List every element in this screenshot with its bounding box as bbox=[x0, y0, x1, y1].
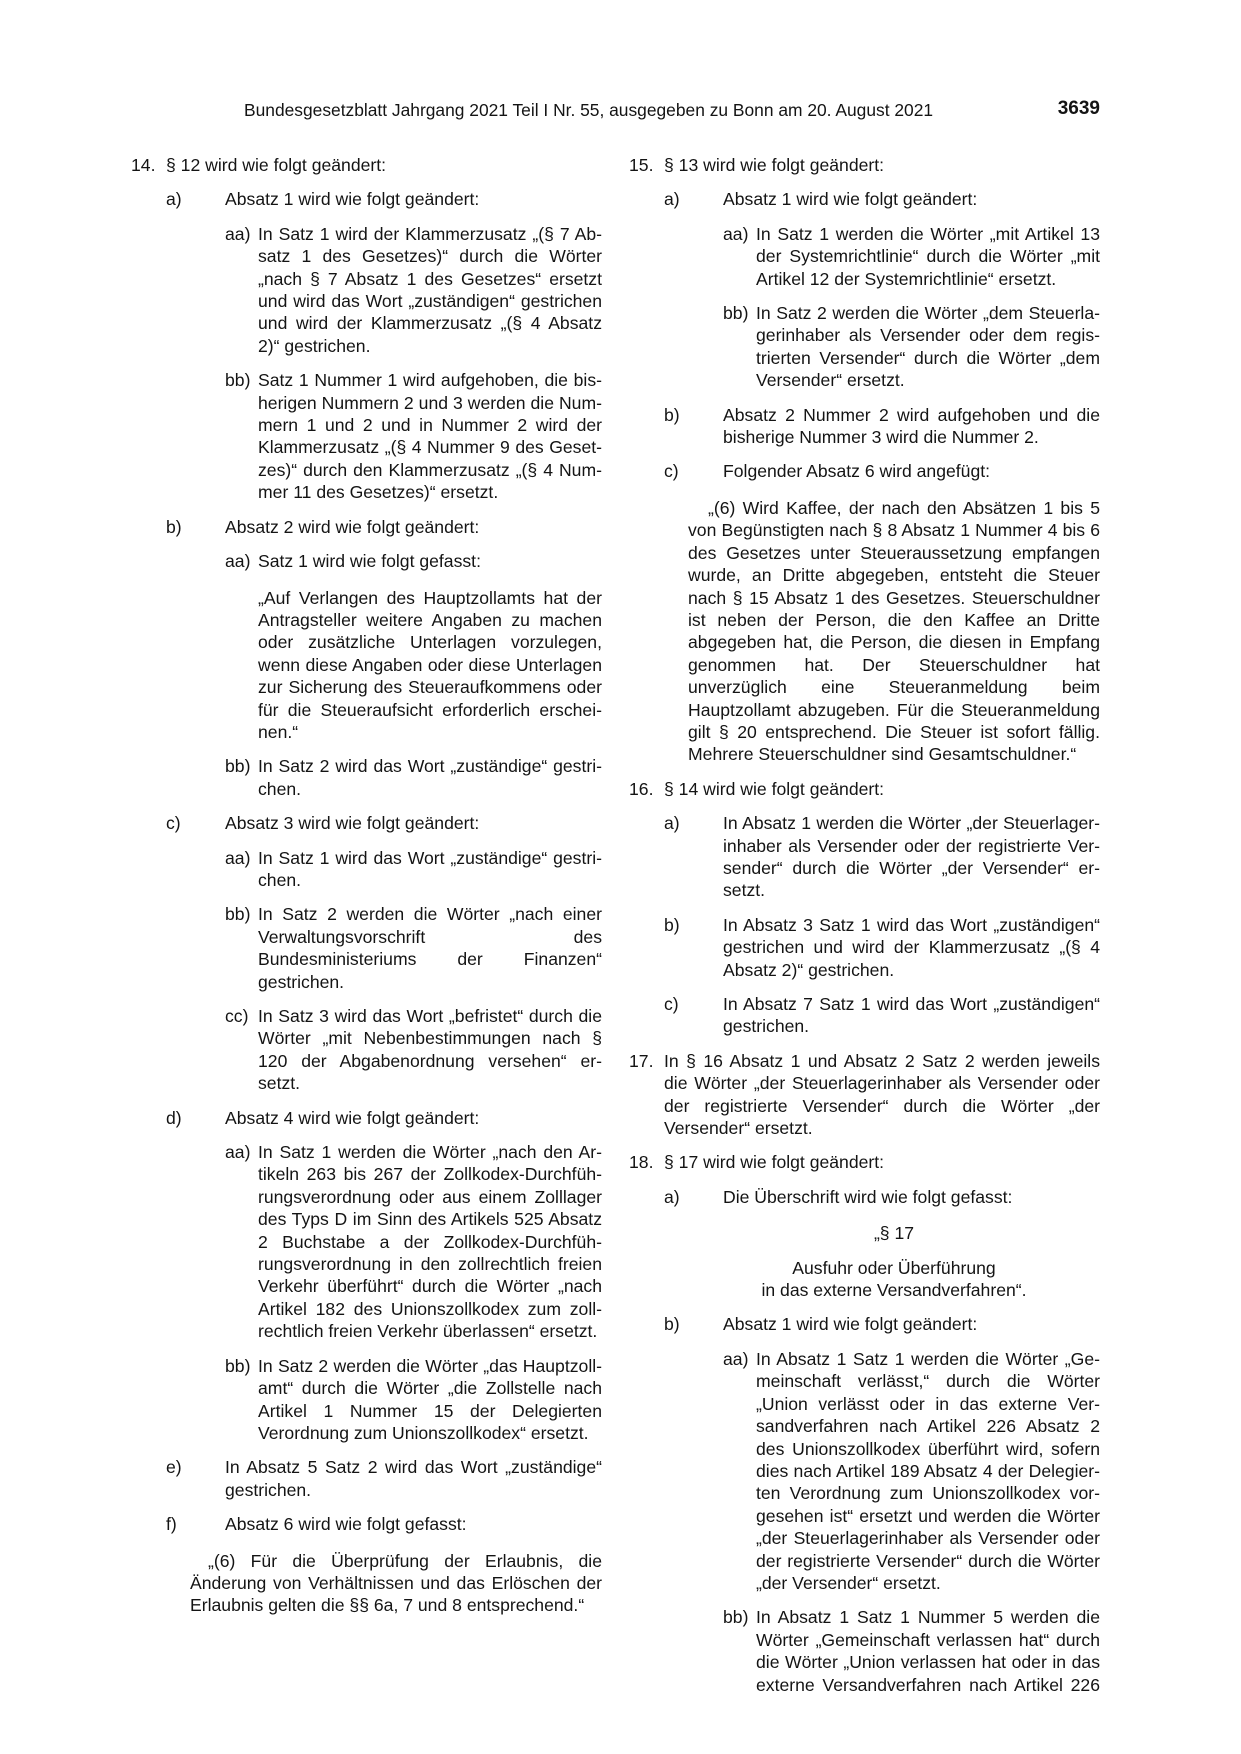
item-text: Absatz 6 wird wie folgt gefasst: bbox=[225, 1514, 467, 1535]
heading-line: in das externe Versandverfahren“. bbox=[761, 1280, 1027, 1301]
list-item bbox=[723, 302, 1100, 392]
item-text: § 13 wird wie folgt geändert: bbox=[664, 155, 885, 175]
quoted-heading bbox=[688, 1222, 1100, 1301]
item-label: aa) bbox=[225, 223, 251, 244]
list-item bbox=[629, 778, 1100, 800]
list-item bbox=[225, 903, 602, 993]
item-label: c) bbox=[664, 461, 679, 482]
list-item bbox=[166, 1107, 602, 1129]
item-text: In Absatz 5 Satz 2 wird das Wort „zuständige“ gestrichen. bbox=[225, 1457, 602, 1500]
item-label: bb) bbox=[723, 303, 749, 324]
quoted-text: „Auf Verlangen des Hauptzollamts hat der Antragsteller weitere Angaben zu machen oder zusätzliche Unterlagen vorzulegen, wenn diese Angaben oder diese Unterlagen zur Sicherung des Steueraufkommens oder für die Steueraufsicht erforderlich erscheinen.“ bbox=[258, 587, 602, 742]
list-item bbox=[166, 812, 602, 834]
header-title: Bundesgesetzblatt Jahrgang 2021 Teil I Nr. 55, ausgegeben zu Bonn am 20. August 2021 bbox=[244, 100, 934, 120]
page-number: 3639 bbox=[1057, 98, 1100, 119]
item-text: In Absatz 7 Satz 1 wird das Wort „zuständigen“ gestrichen. bbox=[723, 994, 1100, 1037]
item-text: Absatz 4 wird wie folgt geändert: bbox=[225, 1107, 480, 1128]
item-label: d) bbox=[166, 1107, 182, 1128]
item-label: aa) bbox=[723, 223, 749, 244]
quoted-text: „(6) Für die Überprüfung der Erlaubnis, die Änderung von Verhältnissen und das Erlöschen der Erlaubnis gelten die §§ 6a, 7 und 8 entsprechend.“ bbox=[190, 1550, 602, 1616]
item-label: bb) bbox=[225, 904, 251, 925]
item-label: a) bbox=[664, 189, 680, 210]
item-label: c) bbox=[664, 994, 679, 1014]
item-text: In Absatz 1 Satz 1 werden die Wörter „Gemeinschaft verlässt,“ durch die Wörter „Union verlässt oder in das externe Versandverfahren nach Artikel 226 Absatz 2 des Unionszollkodex überführt wird, sofern dies nach Artikel 189 Absatz 4 der Delegierten Verordnung zum Unionszollkodex vorgesehen ist“ ersetzt und werden die Wörter „der Steuerlagerinhaber als Versender oder der registrierte Versender“ durch die Wörter „der Versender“ ersetzt. bbox=[756, 1348, 1100, 1593]
item-text: In Absatz 1 Satz 1 Nummer 5 werden die Wörter „Gemeinschaft verlassen hat“ durch die Wörter „Union verlassen hat oder in das externe Versandverfahren nach Artikel 226 bbox=[756, 1607, 1100, 1695]
item-text: In Satz 2 wird das Wort „zuständige“ gestrichen. bbox=[258, 756, 602, 799]
list-item bbox=[629, 1050, 1100, 1140]
list-item bbox=[225, 223, 602, 357]
item-label: 15. bbox=[629, 155, 654, 175]
item-label: bb) bbox=[723, 1607, 749, 1628]
item-label: aa) bbox=[723, 1348, 749, 1369]
item-label: cc) bbox=[225, 1006, 249, 1026]
list-item bbox=[166, 1513, 602, 1535]
list-item bbox=[664, 188, 1100, 210]
item-label: bb) bbox=[225, 1355, 251, 1376]
heading-line: „§ 17 bbox=[873, 1223, 915, 1244]
item-label: a) bbox=[664, 1186, 680, 1207]
list-item bbox=[166, 1456, 602, 1501]
item-text: In Satz 1 werden die Wörter „mit Artikel 13 der Systemrichtlinie“ durch die Wörter „mit Artikel 12 der Systemrichtlinie“ ersetzt. bbox=[756, 223, 1100, 289]
item-label: f) bbox=[166, 1514, 177, 1535]
item-label: bb) bbox=[225, 756, 251, 777]
left-column bbox=[131, 154, 602, 1617]
item-label: 14. bbox=[131, 155, 156, 175]
list-item bbox=[629, 1151, 1100, 1173]
list-item bbox=[664, 914, 1100, 981]
item-label: aa) bbox=[225, 551, 251, 572]
list-item bbox=[166, 188, 602, 210]
item-label: bb) bbox=[225, 370, 251, 391]
list-item bbox=[166, 516, 602, 538]
item-text: § 14 wird wie folgt geändert: bbox=[664, 778, 885, 799]
item-label: c) bbox=[166, 813, 181, 834]
item-text: In Satz 3 wird das Wort „befristet“ durch die Wörter „mit Nebenbestimmungen nach § 120 der Abgabenordnung versehen“ ersetzt. bbox=[258, 1006, 602, 1094]
heading-line: Ausfuhr oder Überführung bbox=[792, 1257, 996, 1278]
list-item bbox=[664, 1313, 1100, 1335]
list-item bbox=[131, 154, 602, 176]
list-item bbox=[225, 1141, 602, 1343]
item-text: In Absatz 3 Satz 1 wird das Wort „zuständigen“ gestrichen und wird der Klammerzusatz „(§ 4 Absatz 2)“ gestrichen. bbox=[723, 914, 1100, 980]
list-item bbox=[225, 1355, 602, 1445]
list-item bbox=[723, 223, 1100, 290]
item-label: 16. bbox=[629, 778, 654, 799]
list-item bbox=[225, 847, 602, 892]
quoted-text: „(6) Wird Kaffee, der nach den Absätzen 1 bis 5 von Begünstigten nach § 8 Absatz 1 Nummer 4 bis 6 des Gesetzes unter Steueraussetzung empfangen wurde, an Dritte abgegeben, entsteht die Steuer nach § 15 Absatz 1 des Gesetzes. Steuerschuldner ist neben der Person, die den Kaffee an Dritte abgegeben hat, die Person, die diesen in Empfang genommen hat. Der Steuerschuldner hat unverzüglich eine Steueranmeldung beim Hauptzollamt abzugeben. Für die Steueranmeldung gilt § 20 entsprechend. Die Steuer ist sofort fällig. Mehrere Steuerschuldner sind Gesamtschuldner.“ bbox=[688, 497, 1100, 765]
item-label: a) bbox=[166, 189, 182, 210]
list-item bbox=[664, 993, 1100, 1038]
item-text: In Absatz 1 werden die Wörter „der Steuerlagerinhaber als Versender oder der registrierte Versender“ durch die Wörter „der Versender“ ersetzt. bbox=[723, 813, 1100, 901]
item-text: Satz 1 Nummer 1 wird aufgehoben, die bisherigen Nummern 2 und 3 werden die Nummern 1 und 2 und in Nummer 2 wird der Klammerzusatz „(§ 4 Nummer 9 des Gesetzes)“ durch den Klammerzusatz „(§ 4 Nummer 11 des Gesetzes)“ ersetzt. bbox=[258, 370, 602, 503]
item-text: In Satz 1 werden die Wörter „nach den Artikeln 263 bis 267 der Zollkodex-Durchführungsverordnung oder aus einem Zolllager des Typs D im Sinn des Artikels 525 Absatz 2 Buchstabe a der Zollkodex-Durchführungsverordnung in den zollrechtlich freien Verkehr überführt“ durch die Wörter „nach Artikel 182 des Unionszollkodex zum zollrechtlich freien Verkehr überlassen“ ersetzt. bbox=[258, 1142, 602, 1342]
item-text: § 17 wird wie folgt geändert: bbox=[664, 1152, 885, 1173]
list-item bbox=[723, 1348, 1100, 1594]
item-text: Die Überschrift wird wie folgt gefasst: bbox=[723, 1186, 1013, 1207]
item-text: In Satz 1 wird der Klammerzusatz „(§ 7 Absatz 1 des Gesetzes)“ durch die Wörter „nach § 7 Absatz 1 des Gesetzes“ ersetzt und wird das Wort „zuständigen“ gestrichen und wird der Klammerzusatz „(§ 4 Absatz 2)“ gestrichen. bbox=[258, 223, 602, 356]
item-text: Absatz 2 wird wie folgt geändert: bbox=[225, 516, 480, 537]
item-label: b) bbox=[664, 404, 680, 425]
item-text: Absatz 3 wird wie folgt geändert: bbox=[225, 813, 480, 834]
list-item bbox=[225, 1005, 602, 1095]
item-text: In Satz 2 werden die Wörter „das Hauptzollamt“ durch die Wörter „die Zollstelle nach Artikel 1 Nummer 15 der Delegierten Verordnung zum Unionszollkodex“ ersetzt. bbox=[258, 1355, 602, 1443]
list-item bbox=[664, 1186, 1100, 1208]
item-label: 17. bbox=[629, 1050, 654, 1071]
item-text: Absatz 2 Nummer 2 wird aufgehoben und die bisherige Nummer 3 wird die Nummer 2. bbox=[723, 404, 1100, 448]
list-item bbox=[664, 812, 1100, 902]
item-label: aa) bbox=[225, 847, 251, 868]
item-text: In Satz 1 wird das Wort „zuständige“ gestrichen. bbox=[258, 847, 602, 890]
item-label: 18. bbox=[629, 1152, 654, 1173]
item-text: Satz 1 wird wie folgt gefasst: bbox=[258, 551, 481, 572]
list-item bbox=[225, 369, 602, 503]
page-header bbox=[0, 100, 1241, 130]
item-text: In Satz 2 werden die Wörter „dem Steuerlagerinhaber als Versender oder dem registrierten Versender“ durch die Wörter „dem Versender“ ersetzt. bbox=[756, 303, 1100, 391]
item-text: Absatz 1 wird wie folgt geändert: bbox=[723, 1314, 978, 1335]
item-text: Absatz 1 wird wie folgt geändert: bbox=[723, 189, 978, 210]
list-item bbox=[723, 1606, 1100, 1696]
item-text: Absatz 1 wird wie folgt geändert: bbox=[225, 189, 480, 210]
list-item bbox=[629, 154, 1100, 176]
list-item bbox=[664, 404, 1100, 449]
item-label: b) bbox=[664, 1314, 680, 1335]
list-item bbox=[225, 755, 602, 800]
item-label: aa) bbox=[225, 1142, 251, 1163]
right-column bbox=[629, 154, 1100, 1696]
list-item bbox=[225, 550, 602, 572]
item-label: a) bbox=[664, 813, 680, 834]
item-label: b) bbox=[664, 914, 680, 935]
item-text: In § 16 Absatz 1 und Absatz 2 Satz 2 werden jeweils die Wörter „der Steuerlagerinhaber als Versender oder der registrierte Versender“ durch die Wörter „der Versender“ ersetzt. bbox=[664, 1050, 1100, 1139]
item-text: In Satz 2 werden die Wörter „nach einer Verwaltungsvorschrift des Bundesministeriums der Finanzen“ gestrichen. bbox=[258, 904, 602, 992]
item-text: § 12 wird wie folgt geändert: bbox=[166, 155, 387, 175]
item-label: e) bbox=[166, 1457, 182, 1478]
item-label: b) bbox=[166, 516, 182, 537]
list-item bbox=[664, 460, 1100, 482]
item-text: Folgender Absatz 6 wird angefügt: bbox=[723, 461, 991, 482]
